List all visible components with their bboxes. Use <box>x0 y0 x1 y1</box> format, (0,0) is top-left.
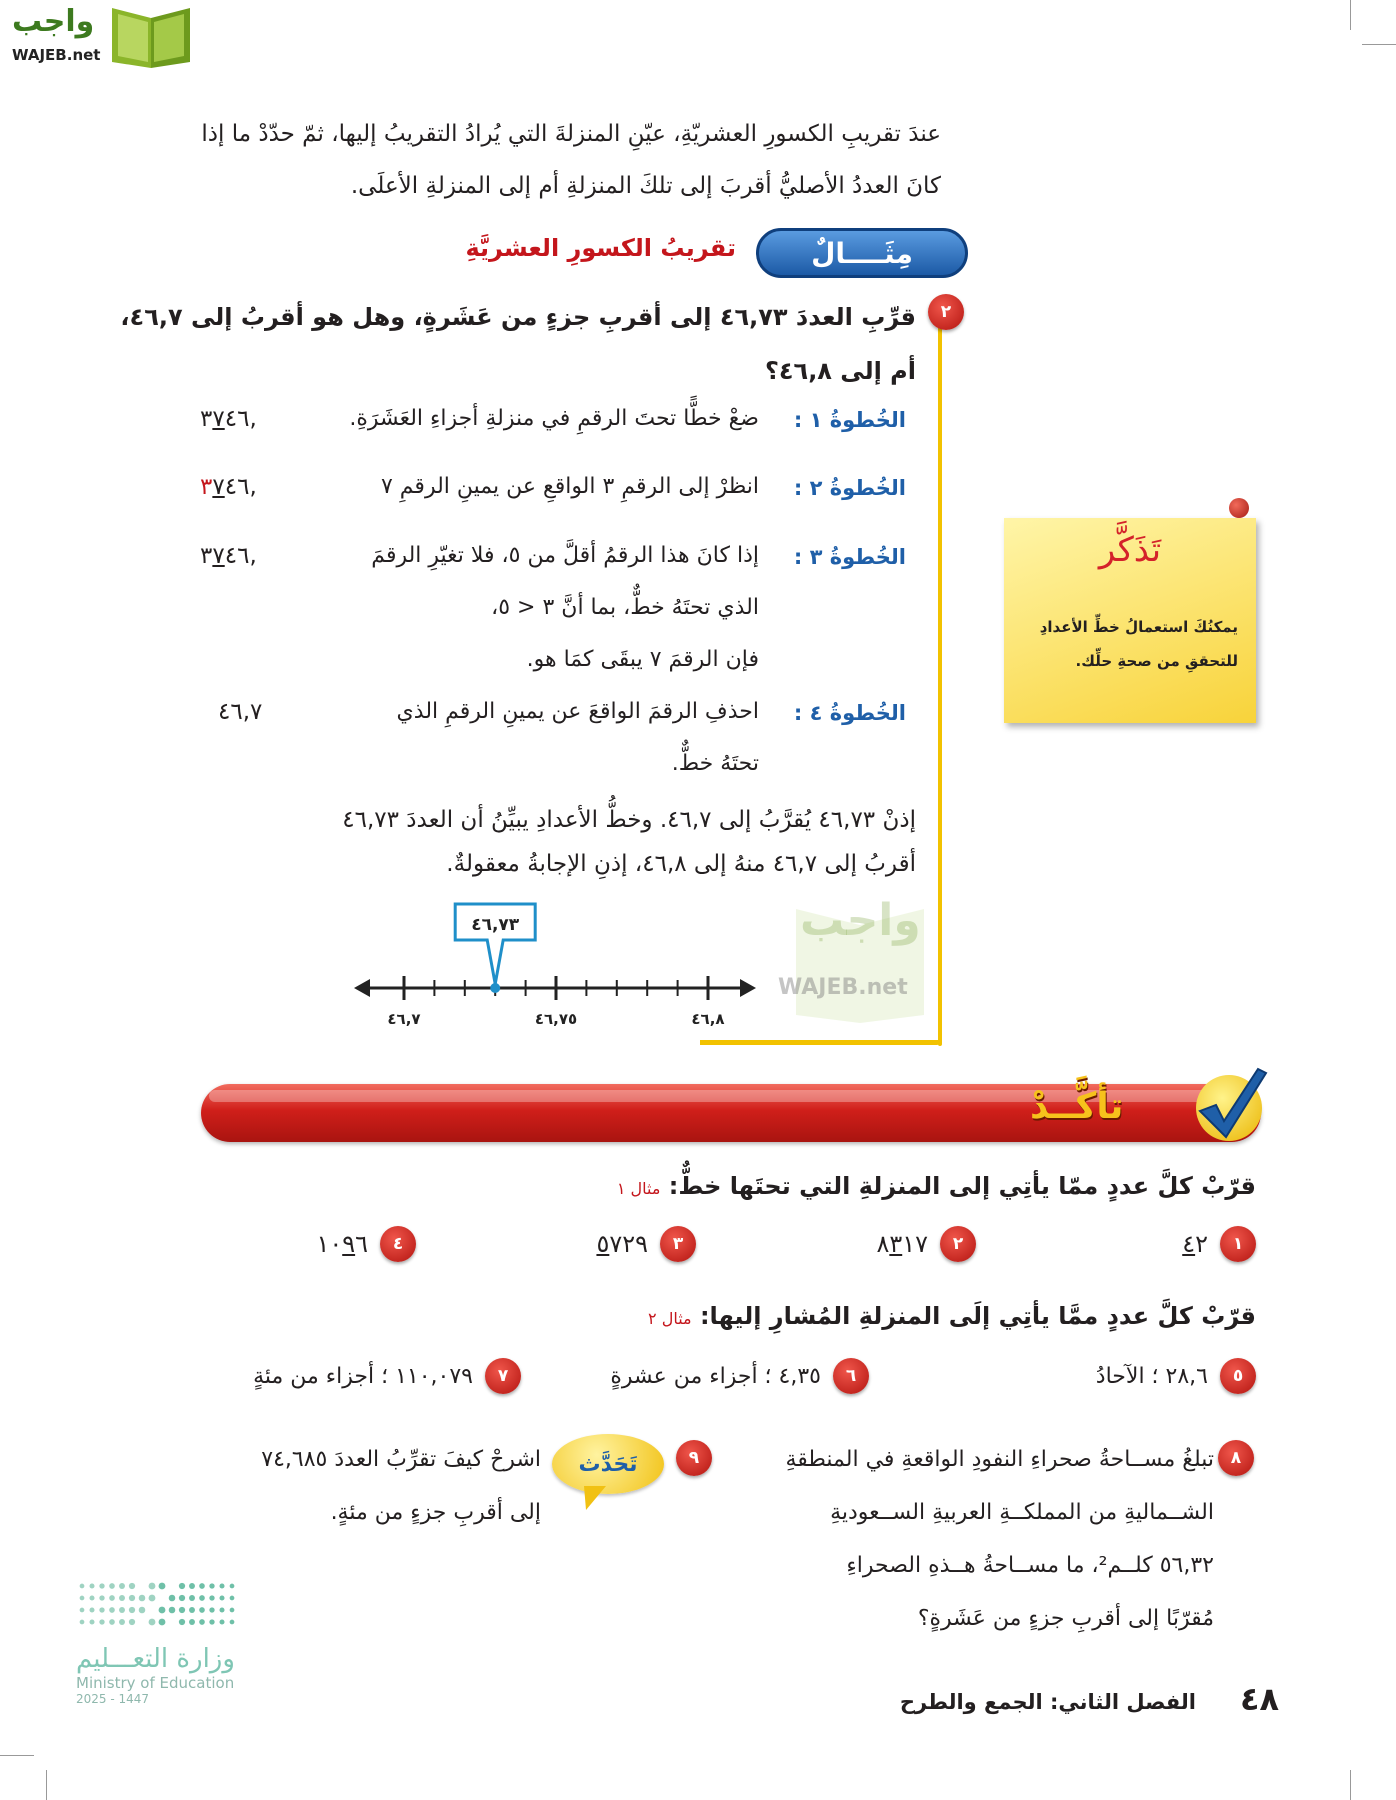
example-ref-link[interactable]: مثال ٢ <box>648 1309 692 1328</box>
example-border <box>700 1040 942 1045</box>
dot <box>159 1607 166 1614</box>
exercise-3 <box>596 1226 696 1262</box>
note-line: يمكنُكَ استعمالُ خطِّ الأعدادِ <box>1039 618 1238 636</box>
page-number: ٤٨ <box>1240 1680 1280 1718</box>
exercise-number: ٣ <box>660 1226 696 1262</box>
example-badge <box>756 228 968 278</box>
dot <box>99 1583 104 1588</box>
dot <box>179 1583 185 1589</box>
conclusion-line: أقربُ إلى ٤٦,٧ منهُ إلى ٤٦,٨، إذنِ الإجابةُ معقولةٌ. <box>446 851 916 877</box>
intro-paragraph <box>201 108 941 212</box>
dot <box>89 1607 94 1612</box>
exercise-9 <box>261 1433 541 1539</box>
underlined-digit: ٧ <box>212 543 225 569</box>
step-line: الذي تحتَهُ خطٌّ، بما أنَّ ٣ < ٥، <box>491 595 759 620</box>
check-title: تأكَّــدْ <box>1030 1086 1124 1127</box>
exercise-line: إلى أقربِ جزءٍ من مئةٍ. <box>330 1500 541 1525</box>
example-question <box>120 290 916 398</box>
step-4-text <box>397 699 759 777</box>
ministry-logo <box>76 1580 256 1730</box>
conclusion <box>342 798 916 886</box>
exercise-line: اشرحْ كيفَ تقرِّبُ العددَ ٧٤,٦٨٥ <box>261 1447 541 1472</box>
step-1-text: ضعْ خطًّا تحتَ الرقمِ في منزلةِ أجزاءِ العَشَرَةِ. <box>349 406 759 431</box>
exercise-number: ٩ <box>676 1440 712 1476</box>
arrow-left <box>354 979 370 997</box>
wajeb-logo[interactable] <box>8 4 193 68</box>
dot <box>149 1583 156 1590</box>
digit: ٦ <box>355 1230 368 1258</box>
question-line: قرِّبِ العددَ ٤٦,٧٣ إلى أقربِ جزءٍ من عَشَرةٍ، وهل هو أقربُ إلى ٤٦,٧، <box>120 303 916 331</box>
digit: ٨ <box>876 1230 890 1258</box>
exercise-5 <box>1096 1358 1256 1394</box>
tick-label: ٤٦,٨ <box>691 1010 725 1028</box>
reminder-note <box>1004 518 1256 723</box>
dot <box>139 1595 146 1602</box>
exercise-7 <box>253 1358 521 1394</box>
tick-label: ٤٦,٧٥ <box>534 1010 578 1028</box>
exercise-number: ٦ <box>833 1358 869 1394</box>
exercise-number: ٢ <box>940 1226 976 1262</box>
arrow-right <box>740 979 756 997</box>
exercise-line: الشــماليةِ من المملكــةِ العربيةِ الســعوديةِ <box>830 1500 1214 1525</box>
underlined-digit: ٩ <box>342 1230 356 1258</box>
step-line: إذا كانَ هذا الرقمُ أقلَّ من ٥، فلا تغيّرِ الرقمَ <box>371 543 759 568</box>
dot <box>209 1607 214 1612</box>
ministry-dots-icon <box>76 1580 246 1636</box>
logo-latin: WAJEB.net <box>12 46 101 64</box>
exercise-1 <box>1182 1226 1256 1262</box>
dot <box>209 1583 214 1588</box>
step-line: فإن الرقمَ ٧ يبقَى كمَا هو. <box>526 647 759 672</box>
point-marker <box>490 983 500 993</box>
dot <box>189 1583 195 1589</box>
digit: ٤٦, <box>224 543 257 569</box>
crop-mark <box>1350 0 1351 30</box>
step-line: تحتَهُ خطٌّ. <box>671 751 759 776</box>
dot <box>89 1619 94 1624</box>
dot <box>80 1620 85 1625</box>
underlined-digit: ٣ <box>889 1230 903 1258</box>
dot <box>80 1596 85 1601</box>
exercise-8 <box>785 1433 1214 1645</box>
step-1-value <box>200 406 257 432</box>
tick-label: ٤٦,٧ <box>387 1010 421 1028</box>
note-line: للتحققِ من صحةِ حلِّك. <box>1075 652 1238 670</box>
talk-badge <box>552 1434 664 1494</box>
crop-mark <box>0 1755 34 1756</box>
dot <box>119 1607 125 1613</box>
dot <box>209 1595 214 1600</box>
dot <box>230 1620 235 1625</box>
dot <box>89 1595 94 1600</box>
dot <box>169 1595 176 1602</box>
dot <box>80 1608 85 1613</box>
exercise-4 <box>316 1226 416 1262</box>
step-2-value <box>200 474 257 500</box>
dot <box>189 1595 195 1601</box>
step-4-value: ٤٦,٧ <box>218 699 263 725</box>
step-3-label: الخُطوةُ ٣ : <box>793 545 906 569</box>
speech-tail-icon <box>580 1486 610 1512</box>
example-number-badge: ٢ <box>928 294 964 330</box>
chapter-label: الفصل الثاني: <box>1049 1690 1196 1714</box>
dot <box>99 1619 104 1624</box>
underlined-digit: ٧ <box>212 406 225 432</box>
digit: ٤٦, <box>224 406 257 432</box>
dot <box>139 1607 146 1614</box>
dot <box>109 1583 115 1589</box>
dot <box>129 1595 135 1601</box>
dot <box>119 1619 125 1625</box>
dot <box>230 1584 235 1589</box>
exercise-number: ٤ <box>380 1226 416 1262</box>
digit: ١٠ <box>316 1230 343 1258</box>
chapter-footer <box>900 1690 1196 1714</box>
digit: ٣ <box>200 406 213 432</box>
dot <box>179 1607 185 1613</box>
dot <box>129 1619 135 1625</box>
step-3-text <box>371 543 759 673</box>
ministry-arabic: وزارة التعـــليم <box>76 1644 235 1674</box>
dot <box>230 1608 235 1613</box>
dot <box>219 1583 224 1588</box>
digit: ١٧ <box>902 1230 928 1258</box>
example-ref-link[interactable]: مثال ١ <box>616 1179 661 1198</box>
conclusion-line: إذنْ ٤٦,٧٣ يُقرَّبُ إلى ٤٦,٧. وخطُّ الأعدادِ يبيِّنُ أن العددَ ٤٦,٧٣ <box>342 807 916 833</box>
digit: ٢ <box>1195 1230 1208 1258</box>
talk-badge-label: تَحَدَّث <box>578 1451 638 1477</box>
step-3-value <box>200 543 257 569</box>
exercise-number: ١ <box>1220 1226 1256 1262</box>
step-4-label: الخُطوةُ ٤ : <box>793 701 906 725</box>
dot <box>179 1619 185 1625</box>
dot <box>209 1619 214 1624</box>
dot <box>230 1596 235 1601</box>
note-title: تَذَكَّر <box>1098 530 1162 570</box>
point-label: ٤٦,٧٣ <box>471 915 520 935</box>
exercise-heading-1 <box>617 1172 1256 1200</box>
dot <box>169 1607 176 1614</box>
ministry-year: 2025 - 1447 <box>76 1692 150 1706</box>
exercise-line: ٥٦,٣٢ كلــم²، ما مســاحةُ هــذهِ الصحراءِ <box>846 1553 1214 1578</box>
exercise-text: ١١٠,٠٧٩ ؛ أجزاء من مئةٍ <box>253 1363 473 1389</box>
dot <box>119 1583 125 1589</box>
watermark-arabic: واجب <box>800 895 921 946</box>
underlined-digit: ٧ <box>212 474 225 500</box>
underlined-digit: ٤ <box>1182 1230 1196 1258</box>
example-border <box>938 298 942 1046</box>
dot <box>129 1607 135 1613</box>
dot <box>129 1583 135 1589</box>
dot <box>159 1583 166 1590</box>
note-text <box>1040 610 1238 678</box>
digit: ٤٦, <box>224 474 257 500</box>
intro-line: كانَ العددُ الأصليُّ أقربَ إلى تلكَ المنزلةِ أم إلى المنزلةِ الأعلَى. <box>350 173 941 199</box>
dot <box>219 1619 224 1624</box>
dot <box>219 1595 224 1600</box>
exercise-number: ٨ <box>1218 1440 1254 1476</box>
step-2-label: الخُطوةُ ٢ : <box>793 476 906 500</box>
digit: ٣ <box>200 543 213 569</box>
logo-arabic: واجب <box>12 4 95 39</box>
chapter-title: الجمع والطرح <box>899 1690 1043 1714</box>
heading-text: قرّبْ كلَّ عددٍ ممّا يأتِي إلى المنزلةِ التي تحتَها خطٌّ: <box>668 1172 1256 1200</box>
crop-mark <box>1350 1770 1351 1800</box>
step-2-text: انظرْ إلى الرقمِ ٣ الواقعِ عن يمينِ الرقمِ ٧ <box>380 474 759 499</box>
number-line <box>350 900 770 1030</box>
dot <box>149 1619 156 1626</box>
exercise-line: مُقرّبًا إلى أقربِ جزءٍ من عَشَرةٍ؟ <box>917 1606 1214 1631</box>
dot <box>189 1619 195 1625</box>
dot <box>99 1595 104 1600</box>
step-1-label: الخُطوةُ ١ : <box>793 408 906 432</box>
step-line: احذفِ الرقمَ الواقعَ عن يمينِ الرقمِ الذي <box>396 699 759 724</box>
dot <box>219 1607 224 1612</box>
crop-mark <box>46 1770 47 1800</box>
highlighted-digit: ٣ <box>200 474 213 500</box>
dot <box>159 1619 166 1626</box>
digit: ٧٢٩ <box>609 1230 648 1258</box>
exercise-number: ٥ <box>1220 1358 1256 1394</box>
dot <box>109 1607 115 1613</box>
exercise-6 <box>610 1358 869 1394</box>
dot <box>189 1607 195 1613</box>
example-badge-label: مِثَــــالٌ <box>811 236 913 270</box>
exercise-text: ٢٨,٦ ؛ الآحادُ <box>1095 1363 1208 1389</box>
dot <box>149 1595 156 1602</box>
dot <box>199 1583 205 1589</box>
dot <box>199 1607 205 1613</box>
ministry-english: Ministry of Education <box>76 1674 235 1692</box>
checkmark-icon <box>1190 1061 1270 1141</box>
dot <box>109 1595 115 1601</box>
dot <box>80 1584 85 1589</box>
crop-mark <box>1362 44 1396 45</box>
exercise-2 <box>876 1226 976 1262</box>
check-badge <box>1196 1075 1262 1141</box>
dot <box>109 1619 115 1625</box>
heading-text: قرّبْ كلَّ عددٍ ممَّا يأتِي إلَى المنزلةِ المُشارِ إليها: <box>699 1302 1256 1330</box>
exercise-line: تبلغُ مســاحةُ صحراءِ النفودِ الواقعةِ في المنطقةِ <box>785 1447 1214 1472</box>
dot <box>99 1607 104 1612</box>
dot <box>199 1619 205 1625</box>
dot <box>119 1595 125 1601</box>
exercise-text: ٤,٣٥ ؛ أجزاء من عشرةٍ <box>610 1363 821 1389</box>
book-icon <box>108 6 194 68</box>
underlined-digit: ٥ <box>596 1230 610 1258</box>
dot <box>199 1595 205 1601</box>
intro-line: عندَ تقريبِ الكسورِ العشريّةِ، عيّنِ المنزلةَ التي يُرادُ التقريبُ إليها، ثمّ حدّدْ ما إذا <box>201 121 941 147</box>
question-line: أم إلى ٤٦,٨؟ <box>764 357 916 385</box>
exercise-heading-2 <box>648 1302 1256 1330</box>
dot <box>179 1595 185 1601</box>
pushpin-icon <box>1229 498 1249 518</box>
dot <box>89 1583 94 1588</box>
exercise-number: ٧ <box>485 1358 521 1394</box>
example-title: تقريبُ الكسورِ العشريَّةِ <box>465 234 736 262</box>
watermark-latin: WAJEB.net <box>778 975 908 1000</box>
